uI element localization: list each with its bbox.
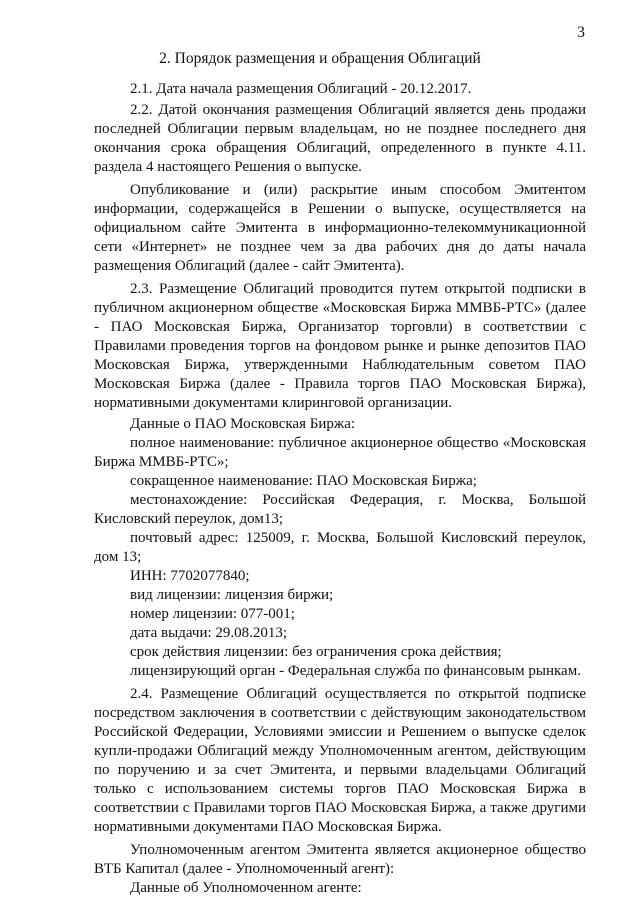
paragraph-disclosure: Опубликование и (или) раскрытие иным способом Эмитентом информации, содержащейся в Решении о выпуске, осуществляется на официальном сайте Эмитента в информационно-телекоммуникационной сети «Интернет» не позднее чем за два рабочих дня до даты начала размещения Облигаций (далее - сайт Эмитента). <box>94 182 586 274</box>
paragraph-exchange-postal-address: почтовый адрес: 125009, г. Москва, Большой Кисловский переулок, дом 13; <box>94 530 586 565</box>
paragraph-license-type: вид лицензии: лицензия биржи; <box>130 587 334 603</box>
section-title: 2. Порядок размещения и обращения Облигаций <box>159 50 481 67</box>
document-body <box>94 80 586 898</box>
paragraph-license-number: номер лицензии: 077-001; <box>130 606 295 622</box>
paragraph-licensing-authority: лицензирующий орган - Федеральная служба по финансовым рынкам. <box>130 663 581 679</box>
paragraph-open-subscription: 2.3. Размещение Облигаций проводится путем открытой подписки в публичном акционерном обществе «Московская Биржа ММВБ-РТС» (далее - ПАО Московская Биржа, Организатор торговли) в соответствии с Правилами проведения торгов на фондовом рынке и рынке депозитов ПАО Московская Биржа, утвержденными Наблюдательным советом ПАО Московская Биржа (далее - Правила торгов ПАО Московская Биржа), нормативными документами клиринговой организации. <box>94 281 586 411</box>
paragraph-placement-start-date: 2.1. Дата начала размещения Облигаций - 20.12.2017. <box>130 81 472 97</box>
paragraph-exchange-data-heading: Данные о ПАО Московская Биржа: <box>130 416 356 432</box>
paragraph-placement-end-date: 2.2. Датой окончания размещения Облигаций является день продажи последней Облигации первым владельцам, но не позднее последнего дня окончания срока обращения Облигаций, определенного в пункте 4.11. раздела 4 настоящего Решения о выпуске. <box>94 102 586 175</box>
paragraph-exchange-full-name: полное наименование: публичное акционерное общество «Московская Биржа ММВБ-РТС»; <box>94 435 586 470</box>
paragraph-exchange-inn: ИНН: 7702077840; <box>130 568 250 584</box>
paragraph-license-term: срок действия лицензии: без ограничения срока действия; <box>130 644 502 660</box>
paragraph-exchange-short-name: сокращенное наименование: ПАО Московская Биржа; <box>130 473 477 489</box>
page-number: 3 <box>577 24 585 41</box>
paragraph-exchange-location: местонахождение: Российская Федерация, г. Москва, Большой Кисловский переулок, дом13; <box>94 492 586 527</box>
paragraph-agent-data-heading: Данные об Уполномоченном агенте: <box>130 880 362 896</box>
paragraph-authorized-agent: Уполномоченным агентом Эмитента является акционерное общество ВТБ Капитал (далее - Уполномоченный агент): <box>94 842 586 877</box>
paragraph-license-issue-date: дата выдачи: 29.08.2013; <box>130 625 288 641</box>
paragraph-placement-procedure: 2.4. Размещение Облигаций осуществляется по открытой подписке посредством заключения в соответствии с действующим законодательством Российской Федерации, Условиями эмиссии и Решением о выпуске сделок купли-продажи Облигаций между Уполномоченным агентом, действующим по поручению и за счет Эмитента, и первыми владельцами Облигаций только с использованием системы торгов ПАО Московская Биржа в соответствии с Правилами торгов ПАО Московская Биржа, а также другими нормативными документами ПАО Московская Биржа. <box>94 686 586 835</box>
